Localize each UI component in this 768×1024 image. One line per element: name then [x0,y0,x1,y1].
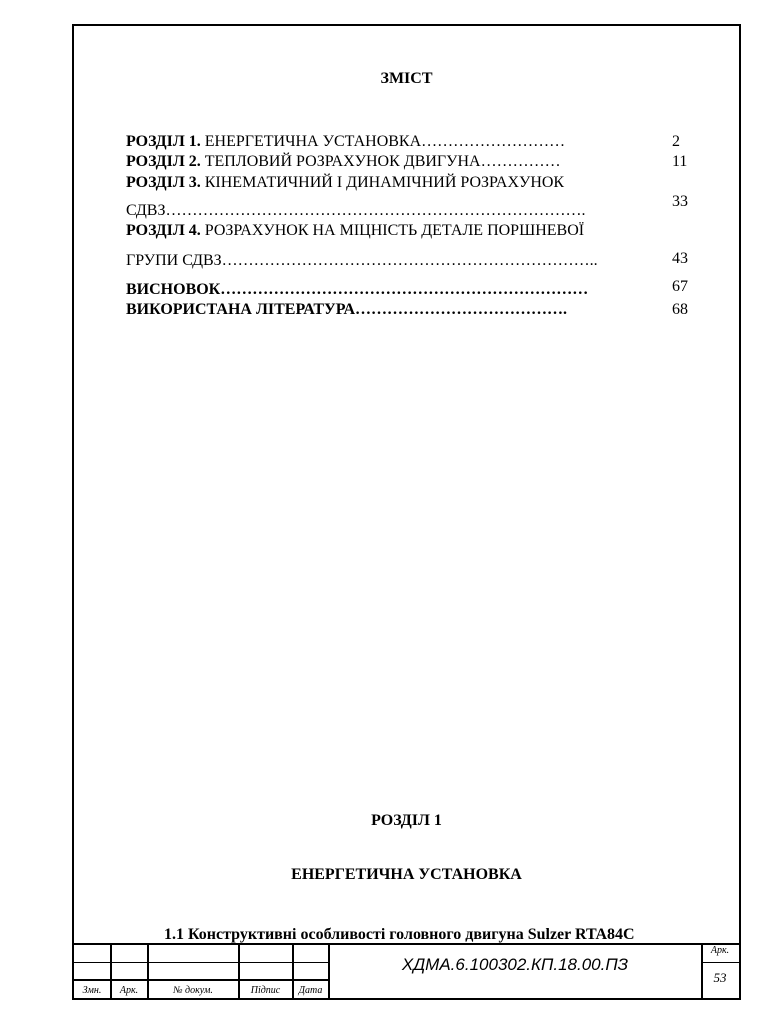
toc-entry-1[interactable] [126,132,565,152]
toc-entry-2-page: 11 [672,153,688,170]
page-frame [72,24,741,1000]
toc-entry-3-page: 33 [672,193,688,210]
stamp-label-change: Змн. [82,985,102,996]
section-heading: РОЗДІЛ 1 [371,812,442,829]
toc-entry-3-text: КІНЕМАТИЧНИЙ І ДИНАМІЧНИЙ РОЗРАХУНОК [200,174,565,191]
section-subtitle: ЕНЕРГЕТИЧНА УСТАНОВКА [291,866,522,883]
toc-entry-3-continued: СДВЗ……………………………………………………………………. [126,202,586,219]
title-block [74,943,739,998]
document-code: ХДМА.6.100302.КП.18.00.ПЗ [401,955,629,974]
toc-entry-conclusions-page: 67 [672,278,688,295]
subsection-heading: 1.1 Конструктивні особливості головного двигуна Sulzer RTA84C [164,926,635,943]
toc-entry-2-text: ТЕПЛОВИЙ РОЗРАХУНОК ДВИГУНА…………… [200,153,561,170]
toc-entry-4-page: 43 [672,250,688,267]
stamp-row-line [74,962,328,963]
toc-entry-2[interactable] [126,152,561,172]
stamp-row-line [701,962,739,963]
toc-entry-references[interactable]: ВИКОРИСТАНА ЛІТЕРАТУРА…………………………………. [126,301,568,318]
sheet-number: 53 [713,970,727,985]
toc-entry-4-label: РОЗДІЛ 4. [126,222,201,239]
stamp-label-sheet: Арк. [119,985,139,996]
toc-entry-3[interactable] [126,173,564,193]
toc-entry-references-page: 68 [672,301,688,318]
toc-entry-3-label: РОЗДІЛ 3. [126,174,201,191]
sheet-label: Арк. [710,945,730,956]
toc-entry-1-text: ЕНЕРГЕТИЧНА УСТАНОВКА……………………… [200,133,566,150]
page-title: ЗМІСТ [380,70,433,87]
stamp-label-date: Дата [298,985,323,996]
toc-entry-2-label: РОЗДІЛ 2. [126,153,201,170]
toc-entry-conclusions[interactable]: ВИСНОВОК…………………………………………………………… [126,281,589,298]
toc-entry-4-text: РОЗРАХУНОК НА МІЦНІСТЬ ДЕТАЛЕ ПОРШНЕВОЇ [200,222,585,239]
toc-entry-4[interactable] [126,221,584,241]
stamp-label-signature: Підпис [250,985,281,996]
stamp-row-line [74,979,328,981]
stamp-label-doc-number: № докум. [173,985,213,996]
toc-entry-4-continued: ГРУПИ СДВЗ…………………………………………………………….. [126,252,598,269]
toc-entry-1-label: РОЗДІЛ 1. [126,133,201,150]
toc-entry-1-page: 2 [672,133,680,150]
